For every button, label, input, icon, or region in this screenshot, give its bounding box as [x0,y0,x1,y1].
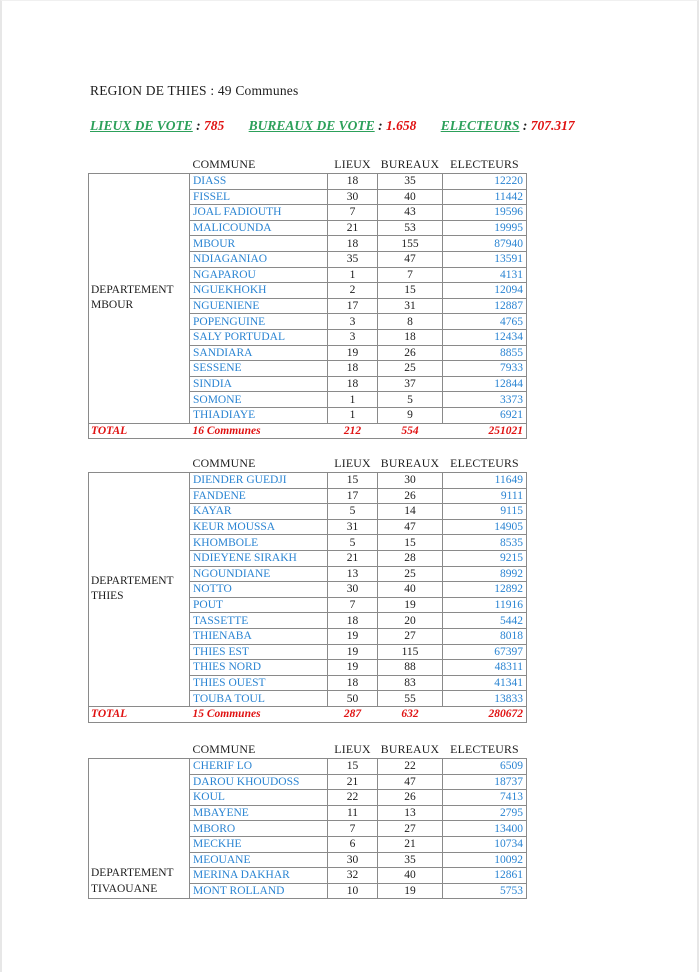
bureaux-count: 155 [378,236,443,252]
department-label-line1: DEPARTEMENT [91,867,174,880]
commune-name: SINDIA [190,376,328,392]
commune-name: NOTTO [190,582,328,598]
lieux-count: 17 [328,488,378,504]
bureaux-count: 13 [378,805,443,821]
lieux-count: 21 [328,550,378,566]
commune-name: FISSEL [190,189,328,205]
lieux-count: 50 [328,691,378,707]
column-header-electeurs: ELECTEURS [450,456,519,470]
electeurs-count: 10092 [443,852,527,868]
lieux-count: 5 [328,535,378,551]
lieux-count: 19 [328,628,378,644]
electeurs-count: 5753 [443,883,527,899]
commune-name: JOAL FADIOUTH [190,205,328,221]
lieux-count: 18 [328,236,378,252]
column-header-department [89,456,190,473]
lieux-count: 15 [328,759,378,775]
bureaux-count: 35 [378,852,443,868]
commune-name: THIES OUEST [190,675,328,691]
bureaux-count: 8 [378,314,443,330]
commune-name: SOMONE [190,392,328,408]
commune-name: DIASS [190,174,328,190]
electeurs-count: 7933 [443,361,527,377]
lieux-count: 13 [328,566,378,582]
commune-row [89,759,527,775]
bureaux-count: 43 [378,205,443,221]
lieux-count: 35 [328,251,378,267]
total-electeurs: 280672 [443,706,527,722]
bureaux-count: 27 [378,628,443,644]
commune-name: NGUEKHOKH [190,283,328,299]
electeurs-count: 14905 [443,519,527,535]
electeurs-count: 9111 [443,488,527,504]
electeurs-count: 8018 [443,628,527,644]
column-header-lieux: LIEUX [334,157,371,171]
bureaux-count: 18 [378,329,443,345]
electeurs-count: 2795 [443,805,527,821]
total-communes: 16 Communes [190,423,328,439]
bureaux-count: 28 [378,550,443,566]
electeurs-count: 10734 [443,836,527,852]
department-table-mbour [88,157,527,439]
commune-name: MBOUR [190,236,328,252]
electeurs-count: 19995 [443,220,527,236]
department-label-line2: THIES [91,590,124,603]
lieux-count: 2 [328,283,378,299]
commune-name: SALY PORTUDAL [190,329,328,345]
commune-name: KAYAR [190,504,328,520]
lieux-count: 21 [328,774,378,790]
commune-name: DIENDER GUEDJI [190,473,328,489]
commune-name: NDIAGANIAO [190,251,328,267]
electeurs-count: 13833 [443,691,527,707]
column-header-lieux: LIEUX [334,456,371,470]
bureaux-count: 47 [378,251,443,267]
electeurs-count: 9115 [443,504,527,520]
region-title: REGION DE THIES : 49 Communes [90,83,299,98]
lieux-count: 7 [328,821,378,837]
stat-lieux-value: 785 [204,118,225,133]
table-header [89,157,527,174]
column-header-row [89,157,527,174]
bureaux-count: 88 [378,660,443,676]
commune-name: CHERIF LO [190,759,328,775]
commune-name: THIES NORD [190,660,328,676]
electeurs-count: 6921 [443,407,527,423]
column-header-commune: COMMUNE [192,456,256,470]
region-stats-line [90,118,596,134]
total-lieux: 287 [328,706,378,722]
electeurs-count: 48311 [443,660,527,676]
total-lieux: 212 [328,423,378,439]
stat-bureaux-value: 1.658 [385,118,417,133]
bureaux-count: 31 [378,298,443,314]
department-label-line1: DEPARTEMENT [91,283,174,296]
commune-name: MERINA DAKHAR [190,868,328,884]
bureaux-count: 47 [378,774,443,790]
lieux-count: 18 [328,174,378,190]
lieux-count: 7 [328,597,378,613]
lieux-count: 30 [328,582,378,598]
commune-name: NGOUNDIANE [190,566,328,582]
commune-name: MECKHE [190,836,328,852]
bureaux-count: 30 [378,473,443,489]
lieux-count: 1 [328,267,378,283]
lieux-count: 18 [328,361,378,377]
stat-electeurs-value: 707.317 [530,118,575,133]
bureaux-count: 25 [378,566,443,582]
lieux-count: 5 [328,504,378,520]
bureaux-count: 15 [378,535,443,551]
total-label: TOTAL [89,423,190,439]
table-header [89,456,527,473]
electeurs-count: 12434 [443,329,527,345]
column-header-commune: COMMUNE [192,157,256,171]
bureaux-count: 26 [378,790,443,806]
electeurs-count: 13591 [443,251,527,267]
electeurs-count: 4765 [443,314,527,330]
lieux-count: 17 [328,298,378,314]
commune-name: MBAYENE [190,805,328,821]
bureaux-count: 22 [378,759,443,775]
bureaux-count: 26 [378,488,443,504]
lieux-count: 30 [328,189,378,205]
bureaux-count: 35 [378,174,443,190]
department-label-line1: DEPARTEMENT [91,574,174,587]
bureaux-count: 53 [378,220,443,236]
department-label [89,174,190,424]
commune-name: SESSENE [190,361,328,377]
electeurs-count: 7413 [443,790,527,806]
commune-name: THIADIAYE [190,407,328,423]
column-header-electeurs: ELECTEURS [450,157,519,171]
bureaux-count: 55 [378,691,443,707]
bureaux-count: 19 [378,597,443,613]
lieux-count: 1 [328,392,378,408]
bureaux-count: 20 [378,613,443,629]
stat-electeurs-label: ELECTEURS [440,118,520,133]
total-electeurs: 251021 [443,423,527,439]
bureaux-count: 47 [378,519,443,535]
electeurs-count: 19596 [443,205,527,221]
department-table-block-thies [88,456,527,723]
bureaux-count: 9 [378,407,443,423]
commune-name: TASSETTE [190,613,328,629]
electeurs-count: 13400 [443,821,527,837]
department-label [89,473,190,707]
commune-name: DAROU KHOUDOSS [190,774,328,790]
table-header [89,742,527,759]
electeurs-count: 9215 [443,550,527,566]
commune-name: NGAPAROU [190,267,328,283]
commune-name: MBORO [190,821,328,837]
lieux-count: 21 [328,220,378,236]
department-table-block-mbour [88,157,527,439]
electeurs-count: 12887 [443,298,527,314]
electeurs-count: 11442 [443,189,527,205]
bureaux-count: 27 [378,821,443,837]
commune-name: SANDIARA [190,345,328,361]
electeurs-count: 6509 [443,759,527,775]
electeurs-count: 5442 [443,613,527,629]
bureaux-count: 26 [378,345,443,361]
bureaux-count: 21 [378,836,443,852]
lieux-count: 31 [328,519,378,535]
bureaux-count: 15 [378,283,443,299]
electeurs-count: 41341 [443,675,527,691]
electeurs-count: 11916 [443,597,527,613]
total-bureaux: 632 [378,706,443,722]
department-label-line2: MBOUR [91,299,134,312]
electeurs-count: 8992 [443,566,527,582]
stat-lieux-de-vote [90,118,224,133]
commune-name: NGUENIENE [190,298,328,314]
column-header-department [89,157,190,174]
electeurs-count: 8535 [443,535,527,551]
commune-name: KHOMBOLE [190,535,328,551]
department-label [89,759,190,899]
lieux-count: 10 [328,883,378,899]
lieux-count: 18 [328,376,378,392]
electeurs-count: 18737 [443,774,527,790]
electeurs-count: 87940 [443,236,527,252]
commune-name: POPENGUINE [190,314,328,330]
total-bureaux: 554 [378,423,443,439]
stat-electeurs [441,118,575,133]
column-header-bureaux: BUREAUX [380,742,440,756]
lieux-count: 11 [328,805,378,821]
column-header-lieux: LIEUX [334,742,371,756]
commune-row [89,473,527,489]
lieux-count: 19 [328,644,378,660]
bureaux-count: 83 [378,675,443,691]
lieux-count: 18 [328,675,378,691]
column-header-bureaux: BUREAUX [380,157,440,171]
lieux-count: 22 [328,790,378,806]
lieux-count: 7 [328,205,378,221]
lieux-count: 19 [328,660,378,676]
electeurs-count: 3373 [443,392,527,408]
commune-name: MONT ROLLAND [190,883,328,899]
stat-separator: : [192,118,205,133]
stat-separator: : [519,118,531,133]
department-label-line2: TIVAOUANE [91,882,158,895]
total-label: TOTAL [89,706,190,722]
lieux-count: 18 [328,613,378,629]
stat-separator: : [374,118,386,133]
commune-name: THIENABA [190,628,328,644]
commune-name: KEUR MOUSSA [190,519,328,535]
bureaux-count: 40 [378,189,443,205]
department-table-tivaouane [88,742,527,899]
electeurs-count: 4131 [443,267,527,283]
bureaux-count: 115 [378,644,443,660]
lieux-count: 3 [328,329,378,345]
column-header-row [89,742,527,759]
commune-name: NDIEYENE SIRAKH [190,550,328,566]
commune-name: MALICOUNDA [190,220,328,236]
electeurs-count: 11649 [443,473,527,489]
lieux-count: 32 [328,868,378,884]
electeurs-count: 67397 [443,644,527,660]
bureaux-count: 7 [378,267,443,283]
commune-name: MEOUANE [190,852,328,868]
commune-name: THIES EST [190,644,328,660]
bureaux-count: 40 [378,868,443,884]
lieux-count: 15 [328,473,378,489]
electeurs-count: 8855 [443,345,527,361]
bureaux-count: 37 [378,376,443,392]
lieux-count: 1 [328,407,378,423]
lieux-count: 19 [328,345,378,361]
electeurs-count: 12844 [443,376,527,392]
commune-name: FANDENE [190,488,328,504]
commune-name: KOUL [190,790,328,806]
stat-bureaux-de-vote [249,118,417,133]
commune-name: POUT [190,597,328,613]
bureaux-count: 19 [378,883,443,899]
total-communes: 15 Communes [190,706,328,722]
electeurs-count: 12892 [443,582,527,598]
bureaux-count: 14 [378,504,443,520]
lieux-count: 3 [328,314,378,330]
bureaux-count: 25 [378,361,443,377]
electeurs-count: 12094 [443,283,527,299]
stat-bureaux-label: BUREAUX DE VOTE [248,118,375,133]
column-header-commune: COMMUNE [192,742,256,756]
total-row [89,423,527,439]
lieux-count: 6 [328,836,378,852]
bureaux-count: 5 [378,392,443,408]
stat-lieux-label: LIEUX DE VOTE [90,118,193,133]
bureaux-count: 40 [378,582,443,598]
commune-row [89,174,527,190]
column-header-row [89,456,527,473]
total-row [89,706,527,722]
column-header-bureaux: BUREAUX [380,456,440,470]
lieux-count: 30 [328,852,378,868]
department-table-block-tivaouane [88,742,527,899]
electeurs-count: 12861 [443,868,527,884]
column-header-electeurs: ELECTEURS [450,742,519,756]
column-header-department [89,742,190,759]
electeurs-count: 12220 [443,174,527,190]
department-table-thies [88,456,527,723]
commune-name: TOUBA TOUL [190,691,328,707]
